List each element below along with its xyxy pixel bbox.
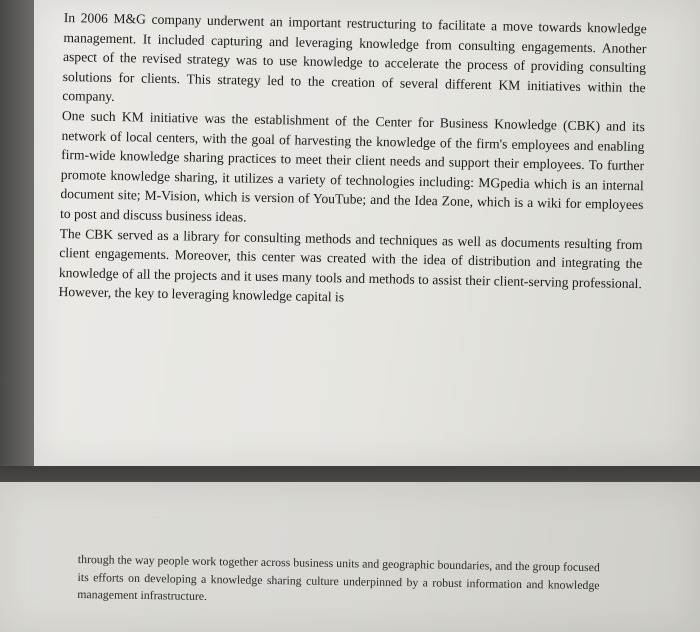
photo-background-left (0, 0, 34, 466)
paragraph-cbk-library: The CBK served as a library for consulting methods and techniques as well as documents resulting from client engagements. Moreover, this center was created with the idea of distribution and integrating the knowledge of all the projects and it uses many tools and methods to assist their client-serving professional. However, the key to leveraging knowledge capital is (58, 225, 643, 305)
paragraph-cbk-initiative: One such KM initiative was the establishment of the Center for Business Knowledge (CBK) and its network of local centers, with the goal of harvesting the knowledge of the firm's employees and enabling firm-wide knowledge sharing practices to meet their client needs and support their employees. To further promote knowledge sharing, it utilizes a variety of technologies including: MGpedia which is an internal document site; M-Vision, which is version of YouTube; and the Idea Zone, which is a wiki for employees to post and discuss business ideas. (59, 107, 645, 225)
page-one-text (58, 8, 647, 313)
page-divider (0, 466, 700, 482)
paragraph-continuation: through the way people work together across business units and geographic boundaries, and the group focused its efforts on developing a knowledge sharing culture underpinned by a robust information and knowledge management infrastructure. (77, 551, 600, 604)
paragraph-restructuring: In 2006 M&G company underwent an important restructuring to facilitate a move towards knowledge management. It included capturing and leveraging knowledge from consulting engagements. Another aspect of the revised strategy was to use knowledge to accelerate the process of providing consulting solutions for clients. This strategy led to the creation of several different KM initiatives within the company. (62, 9, 647, 105)
page-two-text (77, 551, 600, 612)
